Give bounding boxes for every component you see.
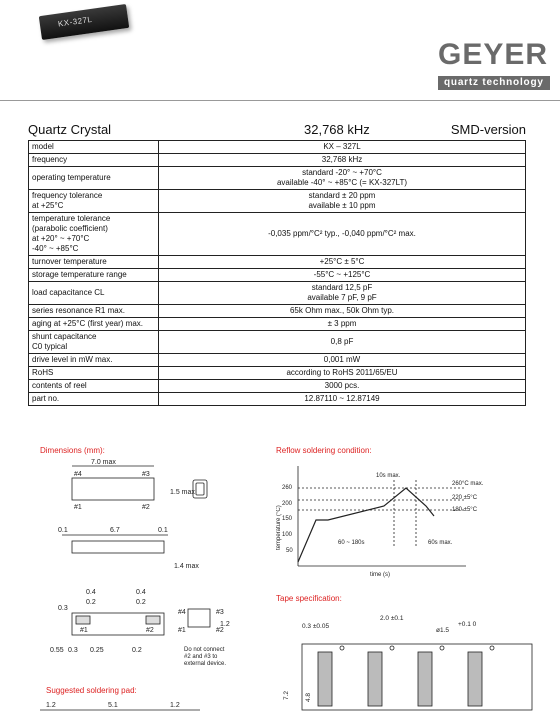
tape-pocket-2	[368, 652, 382, 706]
dim-04b: 0.4	[136, 589, 146, 596]
pin2-end: #2	[216, 627, 224, 634]
pin2-bottom: #2	[146, 627, 154, 634]
spec-value: 3000 pcs.	[159, 380, 526, 393]
spec-param: frequency	[29, 154, 159, 167]
side-view-inner	[196, 483, 204, 495]
spec-row	[29, 269, 526, 282]
spec-param: aging at +25°C (first year) max.	[29, 318, 159, 331]
dim-055: 0.55	[50, 647, 64, 654]
spec-param: drive level in mW max.	[29, 354, 159, 367]
logo-word: GEYER	[438, 38, 549, 71]
h14-label: 1.4 max	[174, 563, 199, 570]
end-view-body	[188, 609, 210, 627]
l260-label: 260°C max.	[452, 481, 484, 487]
pad-heading: Suggested soldering pad:	[46, 686, 137, 695]
spec-param: shunt capacitance C0 typical	[29, 331, 159, 354]
pin4-end: #4	[178, 609, 186, 616]
pad-b: 5.1	[108, 702, 118, 709]
dim-02b: 0.2	[136, 599, 146, 606]
len-max-label: 7.0 max	[91, 459, 116, 466]
spec-table	[28, 140, 526, 406]
t10-label: 10s max.	[376, 473, 401, 479]
spec-row	[29, 167, 526, 190]
spec-row	[29, 367, 526, 380]
tape-body	[302, 644, 532, 710]
spec-row	[29, 354, 526, 367]
dim-02c: 0.2	[132, 647, 142, 654]
pad-1	[76, 616, 90, 624]
tape-heading: Tape specification:	[276, 594, 342, 603]
spec-row	[29, 331, 526, 354]
spec-value: 65k Ohm max., 50k Ohm typ.	[159, 305, 526, 318]
reflow-heading: Reflow soldering condition:	[276, 446, 372, 455]
spec-row	[29, 318, 526, 331]
t60-label: 60 ~ 180s	[338, 540, 365, 546]
spec-row	[29, 256, 526, 269]
product-version: SMD-version	[450, 122, 526, 137]
dim-04a: 0.4	[86, 589, 96, 596]
h-max-label: 1.5 max	[170, 489, 195, 496]
pad-2	[146, 616, 160, 624]
spec-value: +25°C ± 5°C	[159, 256, 526, 269]
sprocket-hole-2	[390, 646, 394, 650]
pin1-bottom: #1	[80, 627, 88, 634]
spec-value: 0,8 pF	[159, 331, 526, 354]
spec-value: standard -20° ~ +70°C available -40° ~ +85°C (= KX-327LT)	[159, 167, 526, 190]
tape-pocket-3	[418, 652, 432, 706]
top-view-body	[72, 478, 154, 500]
spec-param: temperature tolerance (parabolic coefficient) at +20° ~ +70°C -40° ~ +85°C	[29, 213, 159, 256]
spec-param: frequency tolerance at +25°C	[29, 190, 159, 213]
spec-value: -0,035 ppm/°C² typ., -0,040 ppm/°C² max.	[159, 213, 526, 256]
dim-02a: 0.2	[86, 599, 96, 606]
l220-label: 220 ±5°C	[452, 495, 478, 501]
l180-label: 180 ±5°C	[452, 507, 478, 513]
spec-param: part no.	[29, 393, 159, 406]
spec-value: 0,001 mW	[159, 354, 526, 367]
dim-01a: 0.1	[58, 527, 68, 534]
y-260: 260	[282, 485, 293, 491]
sprocket-hole-1	[340, 646, 344, 650]
y-150: 150	[282, 516, 293, 522]
tape-d72: 7.2	[283, 690, 290, 700]
pin1-top: #1	[74, 504, 82, 511]
front-view-body	[72, 541, 164, 553]
spec-row	[29, 380, 526, 393]
spec-value: ± 3 ppm	[159, 318, 526, 331]
note-line-2: #2 and #3 to	[184, 654, 218, 660]
note-line-3: external device.	[184, 661, 227, 667]
pin4-top: #4	[74, 471, 82, 478]
tape-drawing	[276, 604, 546, 712]
spec-row	[29, 393, 526, 406]
spec-value: 12.87110 ~ 12.87149	[159, 393, 526, 406]
dim-025: 0.25	[90, 647, 104, 654]
dimensions-drawing	[28, 456, 268, 676]
spec-param: RoHS	[29, 367, 159, 380]
t60b-label: 60s max.	[428, 540, 453, 546]
spec-param: contents of reel	[29, 380, 159, 393]
pad-c: 1.2	[170, 702, 180, 709]
pin2-top: #2	[142, 504, 150, 511]
spec-value: -55°C ~ +125°C	[159, 269, 526, 282]
dim-12: 1.2	[220, 621, 230, 628]
dim-67: 6.7	[110, 527, 120, 534]
y-axis-label: temperature (°C)	[276, 505, 282, 550]
crystal-product-image	[39, 4, 129, 40]
tape-pocket-1	[318, 652, 332, 706]
product-title: Quartz Crystal	[28, 122, 112, 137]
spec-value: KX – 327L	[159, 141, 526, 154]
tape-d15: ø1.5	[436, 627, 450, 634]
spec-param: storage temperature range	[29, 269, 159, 282]
spec-param: load capacitance CL	[29, 282, 159, 305]
tape-tol: +0.1 0	[458, 621, 477, 628]
header-divider	[0, 100, 560, 101]
product-frequency: 32,768 kHz	[304, 122, 370, 137]
tape-d48: 4.8	[305, 692, 312, 702]
x-axis-label: time (s)	[370, 572, 390, 578]
connection-note	[184, 647, 226, 667]
pin1-end: #1	[178, 627, 186, 634]
spec-param: turnover temperature	[29, 256, 159, 269]
spec-row	[29, 213, 526, 256]
spec-param: operating temperature	[29, 167, 159, 190]
spec-value: standard 12,5 pF available 7 pF, 9 pF	[159, 282, 526, 305]
pad-drawing	[40, 698, 200, 712]
tape-d03: 0.3 ±0.05	[302, 623, 330, 630]
note-line-1: Do not connect	[184, 647, 225, 653]
geyer-logo	[432, 38, 552, 96]
sprocket-hole-3	[440, 646, 444, 650]
y-200: 200	[282, 501, 293, 507]
dim-03: 0.3	[58, 605, 68, 612]
sprocket-hole-4	[490, 646, 494, 650]
pad-a: 1.2	[46, 702, 56, 709]
tape-pocket-4	[468, 652, 482, 706]
spec-param: model	[29, 141, 159, 154]
logo-tagline: quartz technology	[444, 77, 544, 88]
dimensions-heading: Dimensions (mm):	[40, 446, 105, 455]
tape-d20: 2.0 ±0.1	[380, 615, 404, 622]
y-50: 50	[286, 548, 293, 554]
spec-value: according to RoHS 2011/65/EU	[159, 367, 526, 380]
pin3-top: #3	[142, 471, 150, 478]
spec-row	[29, 282, 526, 305]
product-marking: KX-327L	[57, 14, 93, 29]
reflow-chart	[276, 458, 506, 583]
pin3-end: #3	[216, 609, 224, 616]
spec-value: standard ± 20 ppm available ± 10 ppm	[159, 190, 526, 213]
y-100: 100	[282, 532, 293, 538]
dim-03b: 0.3	[68, 647, 78, 654]
spec-row	[29, 154, 526, 167]
spec-row	[29, 141, 526, 154]
spec-value: 32,768 kHz	[159, 154, 526, 167]
spec-row	[29, 190, 526, 213]
spec-row	[29, 305, 526, 318]
spec-param: series resonance R1 max.	[29, 305, 159, 318]
reflow-profile-line	[298, 488, 434, 562]
dim-01b: 0.1	[158, 527, 168, 534]
